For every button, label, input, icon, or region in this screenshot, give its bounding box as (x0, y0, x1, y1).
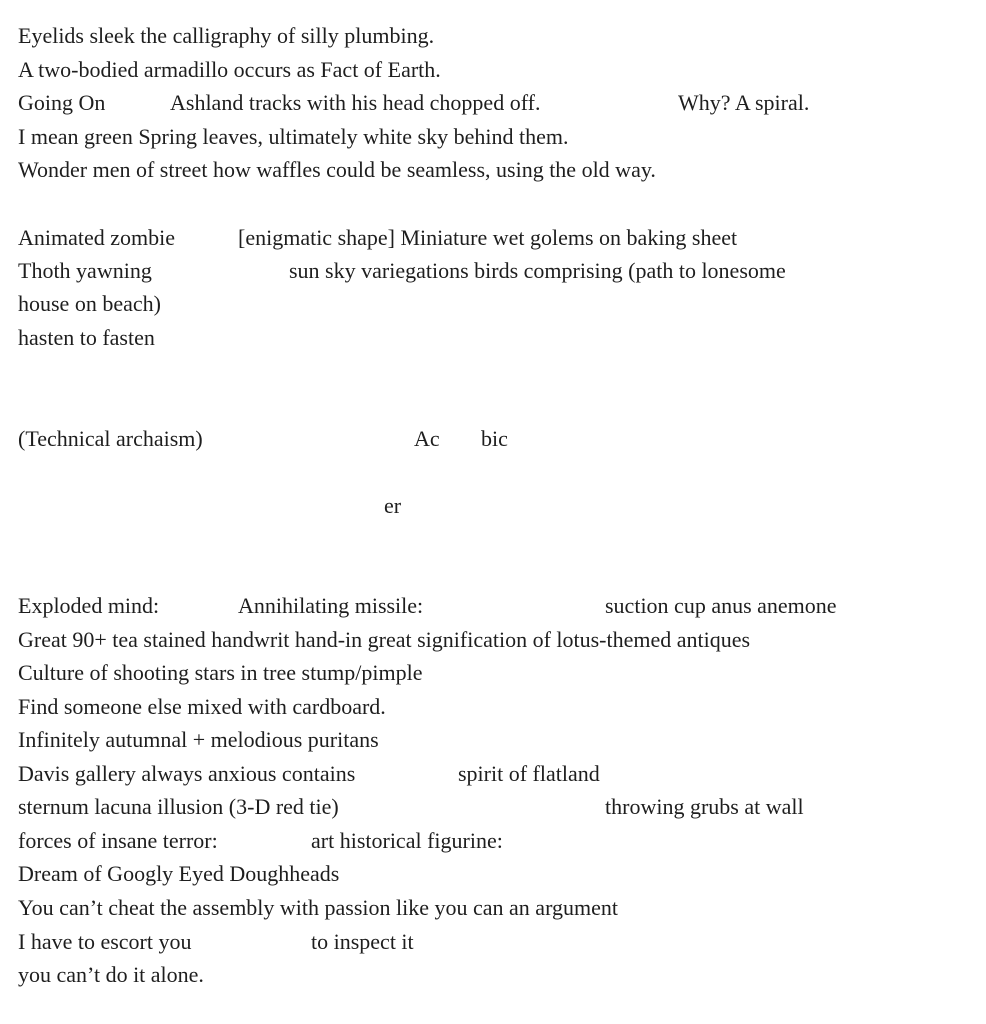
line-segment: Going On (18, 90, 106, 115)
line-segment: throwing grubs at wall (605, 794, 804, 819)
line-text: house on beach) (18, 291, 161, 316)
line-segment: sternum lacuna illusion (3-D red tie) (18, 794, 339, 819)
line-segment: spirit of flatland (458, 761, 600, 786)
line-segment: art historical figurine: (311, 828, 503, 853)
line-text: Find someone else mixed with cardboard. (18, 694, 386, 719)
line-segment: Exploded mind: (18, 593, 160, 618)
line-text: Wonder men of street how waffles could be seamless, using the old way. (18, 157, 656, 182)
line-segment: sun sky variegations birds comprising (path to lonesome (289, 258, 786, 283)
line-segment: bic (481, 426, 508, 451)
line-text: Infinitely autumnal + melodious puritans (18, 727, 379, 752)
line-text: Great 90+ tea stained handwrit hand-in great signification of lotus-themed antiques (18, 627, 751, 652)
line-segment: Why? A spiral. (678, 90, 810, 115)
line-segment: Annihilating missile: (238, 593, 424, 618)
line-text: I mean green Spring leaves, ultimately white sky behind them. (18, 124, 569, 149)
line-text: hasten to fasten (18, 325, 155, 350)
line-segment: Ashland tracks with his head chopped off. (170, 90, 541, 115)
line-segment: er (384, 493, 402, 518)
line-segment: suction cup anus anemone (605, 593, 837, 618)
line-segment: Animated zombie (18, 225, 176, 250)
line-text: You can’t cheat the assembly with passion like you can an argument (18, 895, 618, 920)
line-text: Dream of Googly Eyed Doughheads (18, 861, 340, 886)
line-segment: Davis gallery always anxious contains (18, 761, 356, 786)
line-text: you can’t do it alone. (18, 962, 204, 987)
line-segment: Ac (414, 426, 440, 451)
line-segment: [enigmatic shape] Miniature wet golems on baking sheet (238, 225, 738, 250)
line-segment: Thoth yawning (18, 258, 152, 283)
line-segment: I have to escort you (18, 929, 192, 954)
line-text: A two-bodied armadillo occurs as Fact of Earth. (18, 57, 441, 82)
line-segment: forces of insane terror: (18, 828, 218, 853)
line-segment: to inspect it (311, 929, 414, 954)
line-segment: (Technical archaism) (18, 426, 203, 451)
line-text: Eyelids sleek the calligraphy of silly plumbing. (18, 23, 435, 48)
line-text: Culture of shooting stars in tree stump/pimple (18, 660, 423, 685)
